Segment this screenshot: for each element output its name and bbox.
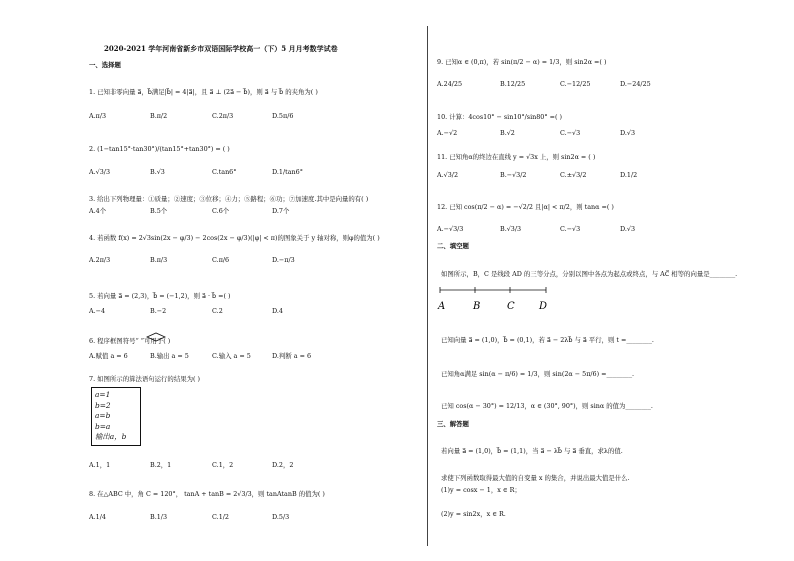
q4-option-a[interactable]: A.2π/3 (89, 256, 111, 264)
question-5-stem: 5. 若向量 a⃗ = (2,3)，b⃗ = (−1,2)，则 a⃗ · b⃗ =( ) (89, 292, 231, 300)
decision-diamond-icon (146, 332, 166, 342)
point-label-a: A (438, 301, 446, 312)
code-line: a=1 (95, 390, 111, 399)
q3-option-a[interactable]: A.4个 (89, 207, 107, 215)
column-divider (427, 26, 428, 546)
q9-option-a[interactable]: A.24/25 (437, 80, 463, 88)
q8-option-c[interactable]: C.1/2 (212, 513, 229, 521)
question-11-stem: 11. 已知角α的终边在直线 y = √3x 上，则 sin2α = ( ) (437, 153, 596, 161)
q2-option-c[interactable]: C.tan6° (212, 168, 237, 176)
question-3-stem: 3. 给出下列物理量：①质量；②速度；③位移；④力；⑤路程；⑥功；⑦加速度.其中是向量的有( ) (89, 195, 369, 203)
q12-option-b[interactable]: B.√3/3 (500, 225, 522, 233)
fill-question-1: 如图所示，B，C 是线段 AD 的三等分点，分别以图中各点为起点或终点，与 AC⃗ 相等的向量是________. (441, 270, 738, 278)
section-heading-choice: 一、选择题 (89, 61, 121, 69)
question-9-stem: 9. 已知α ∈ (0,π)，若 sin(π/2 − α) = 1/3，则 sin2α =( ) (437, 58, 607, 66)
q5-option-d[interactable]: D.4 (272, 307, 283, 315)
solve-question-2-part-1: (1)y = cosx − 1，x ∈ R； (441, 486, 521, 494)
q12-option-d[interactable]: D.√3 (620, 225, 636, 233)
solve-question-1: 若向量 a⃗ = (1,0)，b⃗ = (1,1)，当 a⃗ − λb⃗ 与 a⃗ 垂直，求λ的值. (441, 447, 623, 455)
segment-ad-figure (436, 284, 556, 314)
q10-option-d[interactable]: D.√3 (620, 129, 636, 137)
q7-option-d[interactable]: D.2，2 (272, 461, 294, 469)
q1-option-d[interactable]: D.5π/6 (272, 112, 294, 120)
q6-option-a[interactable]: A.赋值 a = 6 (89, 352, 128, 360)
solve-question-2: 求使下列函数取得最大值的自变量 x 的集合，并说出最大值是什么. (441, 474, 630, 482)
fill-question-2: 已知向量 a⃗ = (1,0)，b⃗ = (0,1)，若 a⃗ − 2λb⃗ 与 a⃗ 平行，则 t =________. (441, 336, 654, 344)
code-line: a=b (95, 411, 111, 420)
question-6-stem: 6. 程序框图符号“ ”可用于( ) (89, 337, 171, 345)
q9-option-c[interactable]: C.−12/25 (560, 80, 591, 88)
question-4-stem: 4. 若函数 f(x) = 2√3sin(2x − φ/3) − 2cos(2x − φ/3)(|φ| < π)的图象关于 y 轴对称，则φ的值为( ) (89, 234, 380, 242)
q12-option-c[interactable]: C.−√3 (560, 225, 581, 233)
question-8-stem: 8. 在△ABC 中，角 C = 120°， tanA + tanB = 2√3/3，则 tanAtanB 的值为( ) (89, 490, 325, 498)
question-12-stem: 12. 已知 cos(π/2 − α) = −√2/2 且|α| < π/2，则 tanα =( ) (437, 203, 614, 211)
q7-option-c[interactable]: C.1，2 (212, 461, 234, 469)
q11-option-b[interactable]: B.−√3/2 (500, 171, 527, 179)
page-title: 2020-2021 学年河南省新乡市双语国际学校高一（下）5 月月考数学试卷 (104, 44, 338, 53)
code-line: 输出a，b (95, 432, 127, 441)
fill-question-3: 已知角α满足 sin(α − π/6) = 1/3，则 sin(2α − 5π/6) =________. (441, 370, 635, 378)
q9-option-d[interactable]: D.−24/25 (620, 80, 651, 88)
q9-option-b[interactable]: B.12/25 (500, 80, 526, 88)
q1-option-c[interactable]: C.2π/3 (212, 112, 234, 120)
section-heading-fill: 二、填空题 (437, 242, 469, 250)
question-2-stem: 2. (1−tan15°·tan30°)/(tan15°+tan30°) = ( ) (89, 145, 230, 153)
section-heading-solve: 三、解答题 (437, 420, 469, 428)
code-line: b=2 (95, 400, 111, 410)
fill-question-4: 已知 cos(α − 30°) = 12/13，α ∈ (30°, 90°)，则 sinα 的值为________. (441, 402, 653, 410)
q11-option-c[interactable]: C.±√3/2 (560, 171, 587, 179)
q3-option-c[interactable]: C.6个 (212, 207, 230, 215)
q6-option-c[interactable]: C.输入 a = 5 (212, 352, 251, 360)
solve-question-2-part-2: (2)y = sin2x，x ∈ R. (441, 510, 506, 518)
q10-option-c[interactable]: C.−√3 (560, 129, 581, 137)
q7-option-b[interactable]: B.2，1 (150, 461, 172, 469)
q5-option-c[interactable]: C.2 (212, 307, 223, 315)
q6-option-d[interactable]: D.判断 a = 6 (272, 352, 312, 360)
q8-option-a[interactable]: A.1/4 (89, 513, 106, 521)
q2-option-a[interactable]: A.√3/3 (89, 168, 111, 176)
q11-option-d[interactable]: D.1/2 (620, 171, 638, 179)
q4-option-c[interactable]: C.π/6 (212, 256, 230, 264)
q5-option-a[interactable]: A.−4 (89, 307, 106, 315)
q4-option-b[interactable]: B.π/3 (150, 256, 168, 264)
algorithm-code-box (91, 387, 141, 446)
q6-option-b[interactable]: B.输出 a = 5 (150, 352, 189, 360)
question-10-stem: 10. 计算：4cos10° − sin10°/sin80° =( ) (437, 113, 562, 121)
q7-option-a[interactable]: A.1，1 (89, 461, 111, 469)
question-1-stem: 1. 已知非零向量 a⃗，b⃗满足|b⃗| = 4|a⃗|，且 a⃗ ⊥ (2a⃗ − b⃗)，则 a⃗ 与 b⃗ 的夹角为( ) (89, 88, 318, 96)
point-label-b: B (473, 301, 481, 312)
q2-option-b[interactable]: B.√3 (150, 168, 165, 176)
point-label-d: D (539, 301, 548, 312)
q1-option-a[interactable]: A.π/3 (89, 112, 107, 120)
q3-option-d[interactable]: D.7个 (272, 207, 290, 215)
q12-option-a[interactable]: A.−√3/3 (437, 225, 464, 233)
q11-option-a[interactable]: A.√3/2 (437, 171, 459, 179)
q3-option-b[interactable]: B.5个 (150, 207, 168, 215)
code-line: b=a (95, 421, 111, 431)
q1-option-b[interactable]: B.π/2 (150, 112, 168, 120)
q5-option-b[interactable]: B.−2 (150, 307, 167, 315)
point-label-c: C (507, 301, 515, 312)
q4-option-d[interactable]: D.−π/3 (272, 256, 295, 264)
q10-option-b[interactable]: B.√2 (500, 129, 515, 137)
question-7-stem: 7. 如图所示的算法语句运行的结果为( ) (89, 375, 201, 383)
q8-option-b[interactable]: B.1/3 (150, 513, 168, 521)
q2-option-d[interactable]: D.1/tan6° (272, 168, 303, 176)
q10-option-a[interactable]: A.−√2 (437, 129, 458, 137)
q8-option-d[interactable]: D.5/3 (272, 513, 290, 521)
